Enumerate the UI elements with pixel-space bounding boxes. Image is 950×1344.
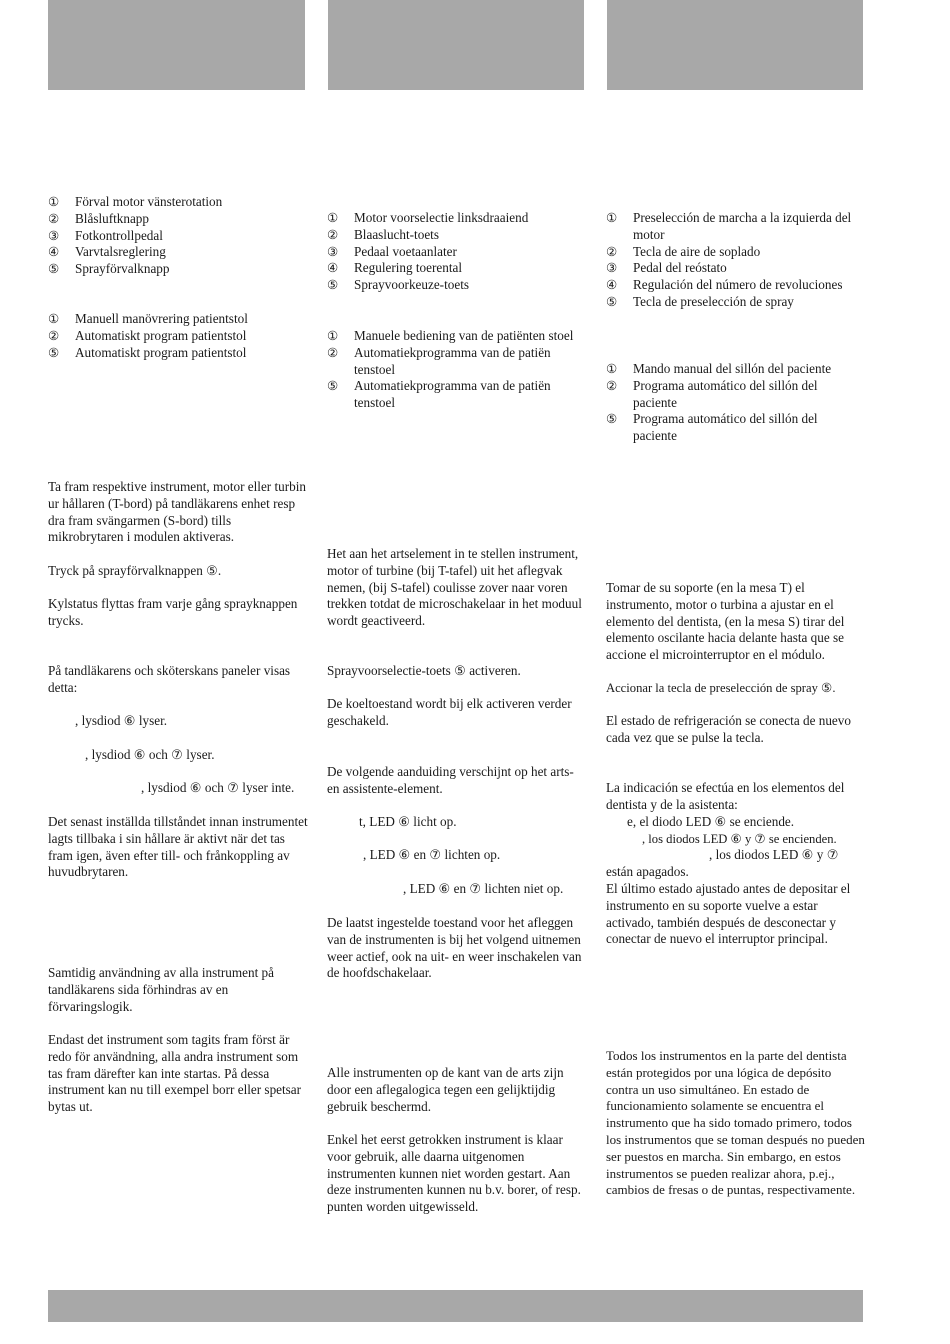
list-item	[48, 244, 306, 261]
list-item	[606, 260, 864, 277]
es-cooling-status: El estado de refrigeración se conecta de nuevo cada vez que se pulse la tecla.	[606, 713, 851, 745]
sv-chair-list	[48, 311, 306, 361]
item-number: ①	[327, 211, 339, 225]
sv-instruction-press-spray: Tryck på sprayförvalknappen ⑤.	[48, 563, 222, 578]
column-swedish	[48, 0, 308, 1280]
sv-simultaneous-use: Samtidig användning av alla instrument på tandläkarens sida förhindras av en förvaringslogik.	[48, 965, 274, 1014]
nl-element-list	[327, 210, 585, 294]
es-led-state-1: e, el diodo LED ⑥ se enciende.	[627, 814, 795, 829]
sv-last-state: Det senast inställda tillståndet innan instrumentet lagts tillbaka i sin hållare är aktivt när det tas fram igen, även efter till- och frånkoppling av huvudbrytaren.	[48, 814, 308, 880]
item-number: ①	[48, 312, 60, 326]
item-number: ⑤	[48, 262, 60, 277]
item-text: Pedaal voetaanlater	[354, 243, 457, 259]
item-number: ④	[606, 278, 618, 293]
nl-led-state-2: , LED ⑥ en ⑦ lichten op.	[363, 847, 501, 862]
item-number: ②	[606, 244, 618, 259]
nl-simultaneous-use: Alle instrumenten op de kant van de arts zijn door een aflegalogica tegen een gelijktijdig gebruik beschermd.	[327, 1065, 564, 1114]
es-chair-list	[606, 361, 864, 445]
item-text: Varvtalsreglering	[75, 244, 166, 260]
es-led-state-3: , los diodos LED ⑥ y ⑦	[709, 847, 839, 862]
list-item	[606, 210, 864, 244]
item-number: ③	[606, 261, 618, 276]
sv-panel-display: På tandläkarens och sköterskans paneler visas detta:	[48, 663, 291, 695]
item-number: ①	[606, 211, 618, 225]
list-item	[327, 345, 585, 379]
es-element-list	[606, 210, 864, 311]
nl-last-state: De laatst ingestelde toestand voor het afleggen van de instrumenten is bij het volgend uitnemen weer actief, ook na uit- en weer inschakelen van de hoofdschakelaar.	[327, 915, 582, 981]
item-text: Regulación del número de revoluciones	[633, 277, 843, 293]
list-item	[327, 277, 585, 294]
item-text: Tecla de aire de soplado	[633, 243, 761, 259]
item-text: Sprayförvalknapp	[75, 261, 170, 277]
list-item	[606, 361, 864, 378]
item-text: Fotkontrollpedal	[75, 227, 163, 243]
list-item	[606, 411, 864, 445]
nl-first-instrument: Enkel het eerst getrokken instrument is klaar voor gebruik, alle daarna uitgenomen instrumenten kunnen niet worden gestart. Aan deze instrumenten kunnen nu b.v. borer, of resp. punten worden uitgewisseld.	[327, 1132, 581, 1215]
es-panel-display: La indicación se efectúa en los elementos del dentista y de la asistenta:	[606, 780, 845, 812]
item-text: Automatiekprogramma van de patiën tenstoel	[354, 378, 551, 411]
nl-instruction-take-instrument: Het aan het artselement in te stellen instrument, motor of turbine (bij T-tafel) uit het aflegvak nemen, (bij S-tafel) coulisse zover naar voren trekken totdat de microschakelaar in het moduul wordt geactiveerd.	[327, 546, 582, 629]
item-number: ⑤	[606, 412, 618, 427]
item-text: Pedal del reóstato	[633, 260, 727, 276]
item-number: ②	[327, 227, 339, 242]
item-text: Automatiekprogramma van de patiën tenstoel	[354, 344, 551, 377]
list-item	[606, 294, 864, 311]
nl-chair-list	[327, 328, 585, 412]
list-item	[606, 244, 864, 261]
item-text: Automatiskt program patientstol	[75, 344, 247, 360]
list-item	[48, 194, 306, 211]
list-item	[606, 277, 864, 294]
item-text: Blaaslucht-toets	[354, 226, 439, 242]
footer-bar	[48, 1290, 863, 1322]
es-instruction-take-instrument: Tomar de su soporte (en la mesa T) el instrumento, motor o turbina a ajustar en el elemento del dentista, (en la mesa S) tirar del elemento oscilante hacia delante hasta que se accione el microinterruptor en el módulo.	[606, 580, 845, 663]
item-number: ②	[327, 345, 339, 360]
list-item	[48, 311, 306, 328]
item-number: ④	[327, 261, 339, 276]
item-number: ⑤	[327, 379, 339, 394]
item-text: Automatiskt program patientstol	[75, 327, 247, 343]
list-item	[48, 211, 306, 228]
item-text: Sprayvoorkeuze-toets	[354, 277, 469, 293]
item-number: ④	[48, 245, 60, 260]
es-led-state-2: , los diodos LED ⑥ y ⑦ se encienden.	[642, 832, 837, 846]
item-text: Programa automático del sillón del paciente	[633, 411, 818, 444]
item-text: Manuell manövrering patientstol	[75, 311, 248, 326]
item-text: Mando manual del sillón del paciente	[633, 361, 832, 376]
list-item	[48, 261, 306, 278]
item-text: Manuele bediening van de patiënten stoel	[354, 328, 574, 343]
item-number: ①	[48, 195, 60, 209]
sv-element-list	[48, 194, 306, 278]
nl-panel-display: De volgende aanduiding verschijnt op het arts- en assistente-element.	[327, 764, 574, 796]
sv-first-instrument: Endast det instrument som tagits fram först är redo för användning, alla andra instrument som tas fram därefter kan inte startas. På dessa instrument kan nu till exempel borr eller spetsar bytas ut.	[48, 1032, 302, 1115]
item-text: Blåsluftknapp	[75, 210, 149, 226]
item-text: Förval motor vänsterotation	[75, 194, 223, 209]
item-number: ⑤	[48, 345, 60, 360]
column-dutch	[327, 0, 587, 1280]
sv-instruction-take-instrument: Ta fram respektive instrument, motor eller turbin ur hållaren (T-bord) på tandläkarens enhet resp dra fram svängarmen (S-bord) tills mikrobrytaren i modulen aktiveras.	[48, 479, 306, 545]
item-number: ⑤	[606, 294, 618, 309]
column-spanish	[606, 0, 866, 1280]
list-item	[327, 260, 585, 277]
list-item	[327, 328, 585, 345]
es-first-instrument: Todos los instrumentos en la parte del dentista están protegidos por una lógica de depósito contra un uso simultáneo. En estado de funcionamiento solamente se encuentra el instrumento que ha sido tomado primero, todos los instrumentos que se toman después no pueden ser puestos en marcha. Sin embargo, en estos instrumentos se pueden realizar ahora, p.ej., cambios de fresas o de puntas, respectivamente.	[606, 1048, 865, 1198]
list-item	[606, 378, 864, 412]
list-item	[327, 227, 585, 244]
nl-led-state-1: t, LED ⑥ licht op.	[359, 814, 457, 829]
sv-cooling-status: Kylstatus flyttas fram varje gång sprayknappen trycks.	[48, 596, 298, 628]
item-number: ①	[606, 362, 618, 376]
list-item	[327, 210, 585, 227]
nl-led-state-3: , LED ⑥ en ⑦ lichten niet op.	[403, 881, 564, 896]
list-item	[327, 244, 585, 261]
list-item	[48, 345, 306, 362]
sv-led-state-1: , lysdiod ⑥ lyser.	[75, 713, 168, 728]
item-number: ①	[327, 329, 339, 343]
item-number: ③	[48, 228, 60, 243]
sv-led-state-2: , lysdiod ⑥ och ⑦ lyser.	[85, 747, 215, 762]
item-text: Tecla de preselección de spray	[633, 293, 794, 309]
item-number: ②	[48, 328, 60, 343]
nl-cooling-status: De koeltoestand wordt bij elk activeren verder geschakeld.	[327, 696, 572, 728]
item-number: ③	[327, 244, 339, 259]
item-text: Motor voorselectie linksdraaiend	[354, 210, 529, 225]
item-text: Regulering toerental	[354, 260, 463, 276]
item-text: Preselección de marcha a la izquierda del motor	[633, 210, 852, 242]
nl-instruction-press-spray: Sprayvoorselectie-toets ⑤ activeren.	[327, 663, 521, 678]
es-last-state: El último estado ajustado antes de depositar el instrumento en su soporte vuelve a estar activado, también después de desconectar y conectar de nuevo el interruptor principal.	[606, 881, 851, 947]
es-led-state-3-cont: están apagados.	[606, 864, 689, 879]
item-text: Programa automático del sillón del paciente	[633, 377, 818, 410]
es-instruction-press-spray: Accionar la tecla de preselección de spray ⑤.	[606, 681, 836, 695]
list-item	[327, 378, 585, 412]
item-number: ②	[48, 211, 60, 226]
list-item	[48, 228, 306, 245]
item-number: ⑤	[327, 278, 339, 293]
sv-led-state-3: , lysdiod ⑥ och ⑦ lyser inte.	[141, 780, 295, 795]
list-item	[48, 328, 306, 345]
item-number: ②	[606, 378, 618, 393]
